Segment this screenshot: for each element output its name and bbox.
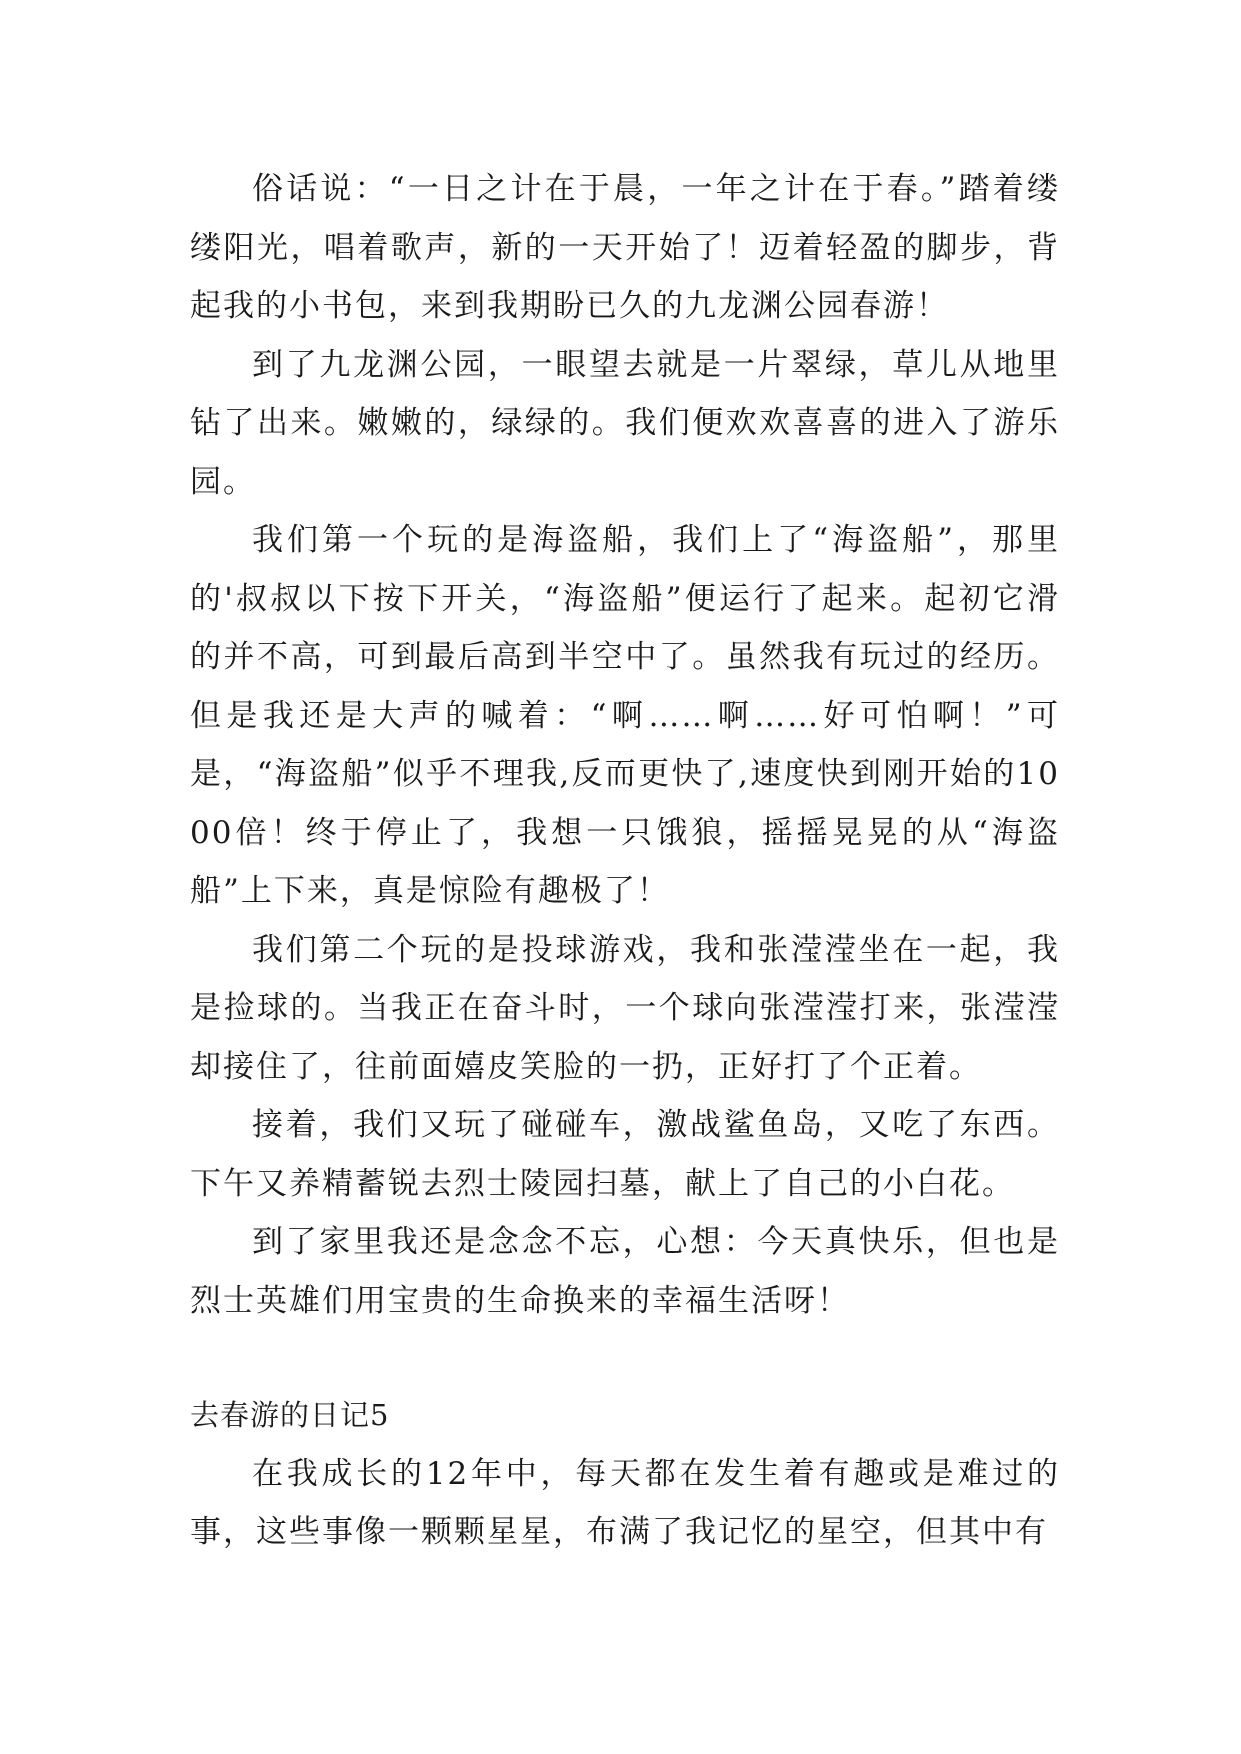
paragraph: 到了九龙渊公园，一眼望去就是一片翠绿，草儿从地里钻了出来。嫩嫩的，绿绿的。我们便欢欢喜喜的进入了游乐园。 xyxy=(190,346,1060,500)
document-body xyxy=(190,160,1060,1562)
paragraph: 我们第一个玩的是海盗船，我们上了“海盗船”，那里的'叔叔以下按下开关，“海盗船”便运行了起来。起初它滑的并不高，可到最后高到半空中了。虽然我有玩过的经历。但是我还是大声的喊着：“啊……啊……好可怕啊！”可是，“海盗船”似乎不理我,反而更快了,速度快到刚开始的1000倍！终于停止了，我想一只饿狼，摇摇晃晃的从“海盗船”上下来，真是惊险有趣极了！ xyxy=(190,522,1060,909)
paragraph: 在我成长的12年中，每天都在发生着有趣或是难过的事，这些事像一颗颗星星，布满了我记忆的星空，但其中有 xyxy=(190,1455,1060,1550)
paragraph: 到了家里我还是念念不忘，心想：今天真快乐，但也是烈士英雄们用宝贵的生命换来的幸福生活呀！ xyxy=(190,1224,1060,1319)
paragraph: 接着，我们又玩了碰碰车，激战鲨鱼岛，又吃了东西。下午又养精蓄锐去烈士陵园扫墓，献上了自己的小白花。 xyxy=(190,1107,1060,1202)
paragraph: 我们第二个玩的是投球游戏，我和张滢滢坐在一起，我是捡球的。当我正在奋斗时，一个球向张滢滢打来，张滢滢却接住了，往前面嬉皮笑脸的一扔，正好打了个正着。 xyxy=(190,931,1060,1085)
paragraph: 俗话说：“一日之计在于晨，一年之计在于春。”踏着缕缕阳光，唱着歌声，新的一天开始了！迈着轻盈的脚步，背起我的小书包，来到我期盼已久的九龙渊公园春游！ xyxy=(190,171,1060,324)
section-title: 去春游的日记5 xyxy=(190,1398,390,1432)
